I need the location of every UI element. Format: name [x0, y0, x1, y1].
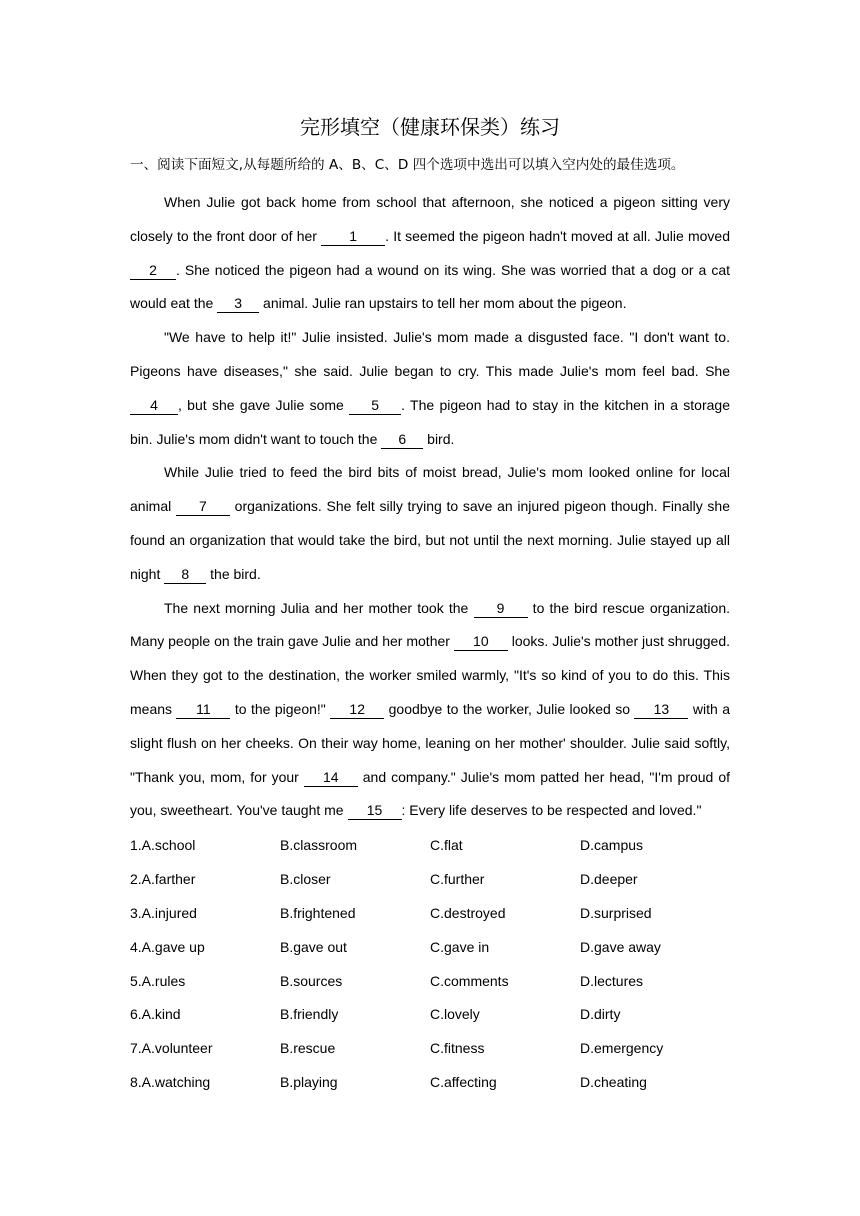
passage-text: and company." Julie's mom patted her head, "I'm proud of you, sweetheart. You've taught me	[130, 768, 730, 819]
option-choice: B.playing	[280, 1074, 338, 1091]
passage-text: "We have to help it!" Julie insisted. Julie's mom made a disgusted face. "I don't want to. Pigeons have diseases," she said. Julie began to cry. This made Julie's mom feel bad. She	[130, 329, 730, 379]
option-choice: D.deeper	[580, 870, 638, 887]
passage	[130, 186, 730, 828]
blank-8: 8	[164, 566, 206, 584]
option-choice: C.gave in	[430, 938, 490, 955]
passage-text: While Julie tried to feed the bird bits of moist bread, Julie's mom looked online for local animal	[130, 464, 730, 515]
option-choice: D.gave away	[580, 938, 661, 955]
passage-text: When Julie got back home from school that afternoon, she noticed a pigeon sitting very closely to the front door of her	[130, 194, 730, 244]
options-list	[130, 828, 730, 1099]
option-choice: C.flat	[430, 836, 463, 853]
passage-text: . It seemed the pigeon hadn't moved at all. Julie moved	[385, 227, 730, 244]
passage-paragraph	[130, 592, 730, 829]
option-choice: 8.A.watching	[130, 1074, 211, 1091]
blank-2: 2	[130, 262, 176, 280]
blank-3: 3	[217, 295, 259, 313]
option-choice: D.dirty	[580, 1006, 621, 1023]
option-choice: B.rescue	[280, 1040, 336, 1057]
option-row	[130, 862, 730, 896]
passage-text: The next morning Julia and her mother took the	[164, 599, 474, 616]
option-choice: C.lovely	[430, 1006, 480, 1023]
option-choice: 1.A.school	[130, 836, 196, 853]
option-choice: D.campus	[580, 836, 644, 853]
page-title: 完形填空（健康环保类）练习	[300, 115, 560, 139]
passage-text: to the bird rescue organization. Many people on the train gave Julie and her mother	[130, 599, 730, 650]
option-choice: 3.A.injured	[130, 904, 197, 921]
passage-text: bird.	[423, 430, 455, 447]
option-choice: B.sources	[280, 972, 343, 989]
blank-9: 9	[474, 600, 528, 618]
blank-1: 1	[321, 228, 385, 246]
option-choice: D.cheating	[580, 1074, 647, 1091]
option-choice: B.closer	[280, 870, 331, 887]
option-choice: C.destroyed	[430, 904, 506, 921]
passage-text: goodbye to the worker, Julie looked so	[384, 700, 635, 717]
option-choice: 2.A.farther	[130, 870, 196, 887]
passage-paragraph	[130, 186, 730, 321]
option-row	[130, 1065, 730, 1099]
option-choice: 4.A.gave up	[130, 938, 205, 955]
option-choice: 5.A.rules	[130, 972, 186, 989]
option-choice: 6.A.kind	[130, 1006, 181, 1023]
option-row	[130, 930, 730, 964]
passage-text: looks. Julie's mother just shrugged. When they got to the destination, the worker smiled warmly, "It's so kind of you to do this. This means	[130, 633, 730, 717]
option-choice: B.friendly	[280, 1006, 339, 1023]
passage-text: the bird.	[206, 565, 261, 582]
option-row	[130, 997, 730, 1031]
instruction-text: 一、阅读下面短文,从每题所给的 A、B、C、D 四个选项中选出可以填入空内处的最佳选项。	[130, 157, 685, 173]
option-row	[130, 964, 730, 998]
option-row	[130, 896, 730, 930]
option-choice: C.fitness	[430, 1040, 485, 1057]
blank-11: 11	[176, 701, 230, 719]
option-choice: B.gave out	[280, 938, 347, 955]
option-choice: 7.A.volunteer	[130, 1040, 213, 1057]
passage-text: to the pigeon!"	[230, 700, 331, 717]
option-choice: B.frightened	[280, 904, 356, 921]
blank-4: 4	[130, 397, 178, 415]
passage-paragraph	[130, 456, 730, 591]
option-choice: C.comments	[430, 972, 509, 989]
passage-text: . The pigeon had to stay in the kitchen in a storage bin. Julie's mom didn't want to touch the	[130, 396, 730, 447]
blank-14: 14	[304, 769, 358, 787]
option-choice: C.affecting	[430, 1074, 497, 1091]
passage-text: animal. Julie ran upstairs to tell her mom about the pigeon.	[259, 295, 627, 312]
option-choice: D.emergency	[580, 1040, 664, 1057]
passage-text: organizations. She felt silly trying to save an injured pigeon though. Finally she found an organization that would take the bird, but not until the next morning. Julie stayed up all night	[130, 498, 730, 582]
option-choice: B.classroom	[280, 836, 358, 853]
blank-12: 12	[330, 701, 384, 719]
option-choice: D.surprised	[580, 904, 652, 921]
option-choice: C.further	[430, 870, 485, 887]
passage-text: : Every life deserves to be respected and loved."	[401, 802, 702, 819]
blank-10: 10	[454, 633, 508, 651]
passage-text: with a slight flush on her cheeks. On their way home, leaning on her mother' shoulder. Julie said softly, "Thank you, mom, for your	[130, 700, 730, 785]
blank-15: 15	[348, 802, 402, 820]
blank-7: 7	[176, 498, 230, 516]
blank-5: 5	[349, 397, 401, 415]
passage-paragraph	[130, 321, 730, 456]
option-choice: D.lectures	[580, 972, 644, 989]
blank-6: 6	[381, 431, 423, 449]
option-row	[130, 1031, 730, 1065]
option-row	[130, 828, 730, 862]
passage-text: . She noticed the pigeon had a wound on its wing. She was worried that a dog or a cat would eat the	[130, 261, 730, 312]
passage-text: , but she gave Julie some	[178, 396, 350, 413]
blank-13: 13	[634, 701, 688, 719]
